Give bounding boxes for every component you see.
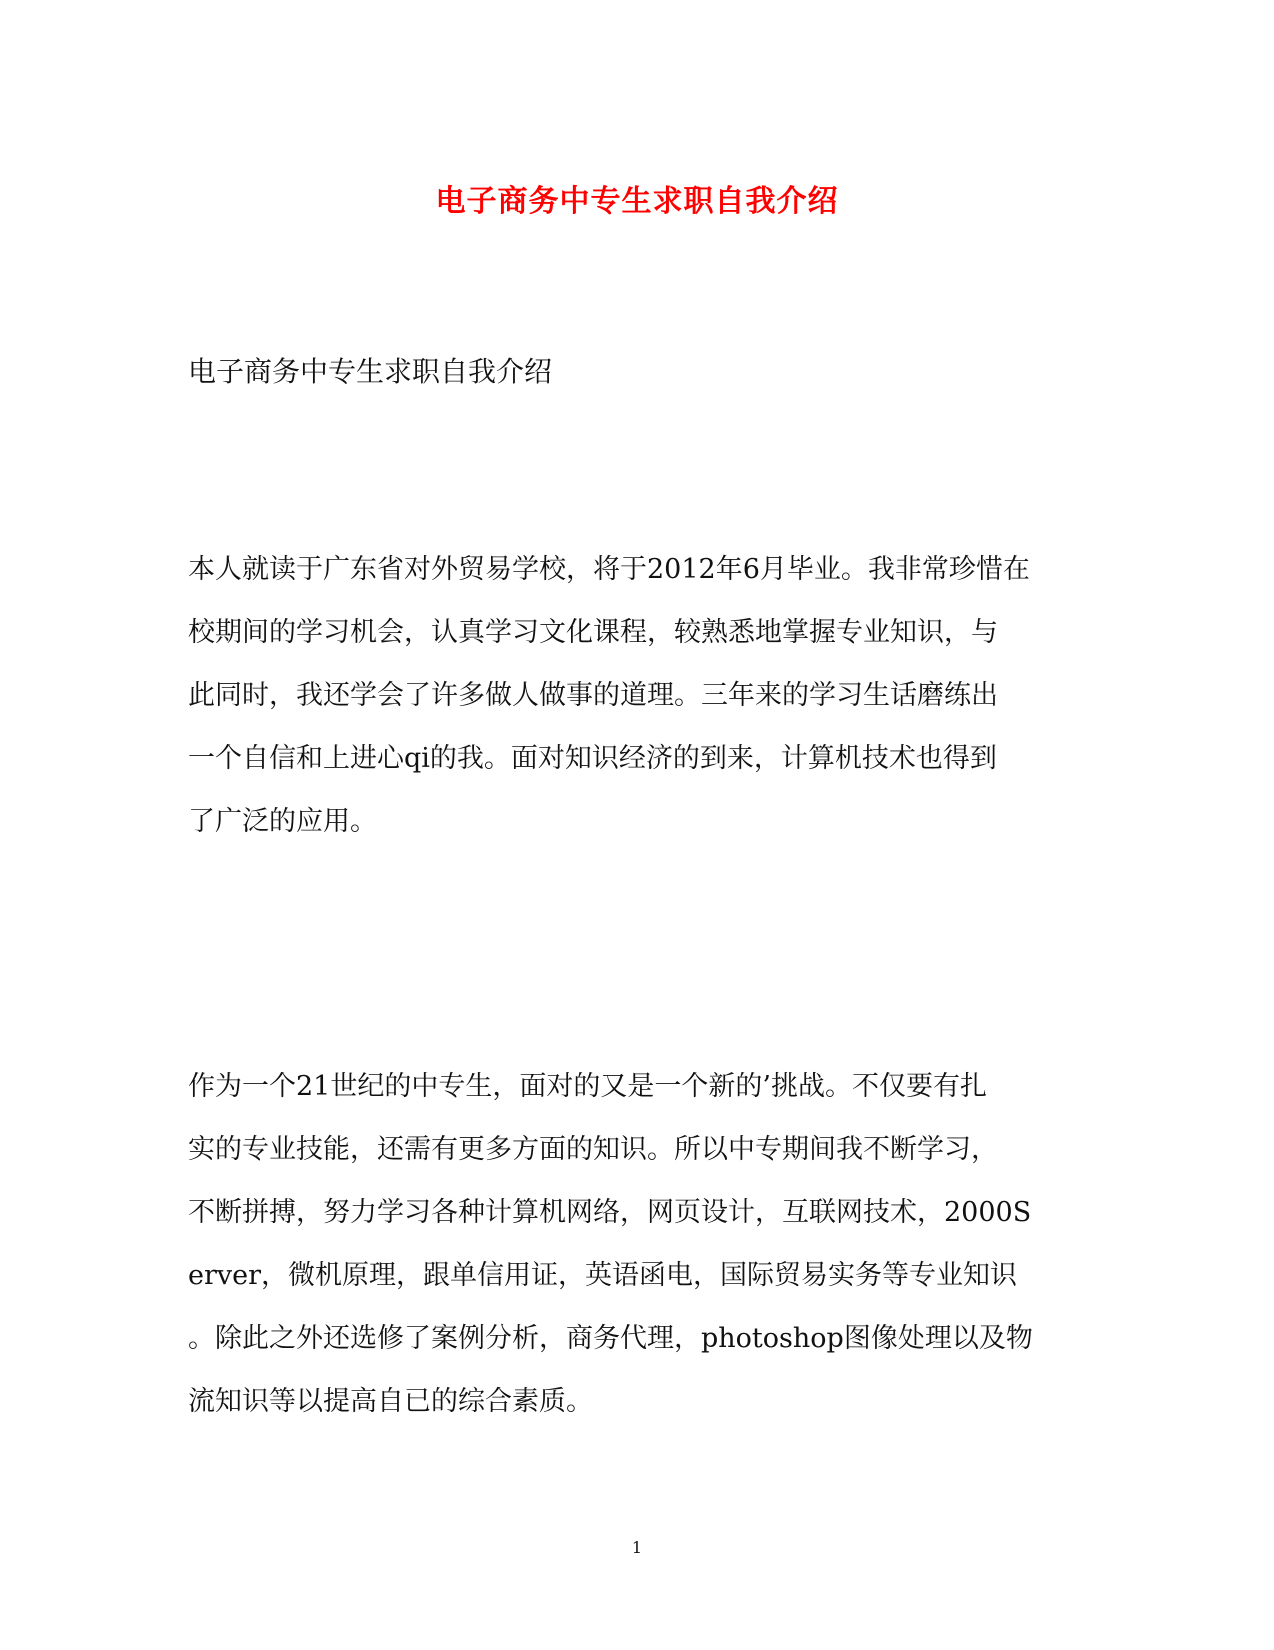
paragraph-line: 一个自信和上进心qi的我。面对知识经济的到来，计算机技术也得到 xyxy=(188,743,997,774)
document-subtitle: 电子商务中专生求职自我介绍 xyxy=(188,355,553,388)
paragraph-line: 了广泛的应用。 xyxy=(188,806,377,837)
page-number: 1 xyxy=(631,1538,643,1557)
paragraph-line: 此同时，我还学会了许多做人做事的道理。三年来的学习生话磨练出 xyxy=(188,680,998,711)
paragraph-line: 本人就读于广东省对外贸易学校，将于2012年6月毕业。我非常珍惜在 xyxy=(188,554,1030,585)
paragraph-line: 作为一个21世纪的中专生，面对的又是一个新的’挑战。不仅要有扎 xyxy=(188,1071,987,1102)
paragraph-line: erver，微机原理，跟单信用证，英语函电，国际贸易实务等专业知识 xyxy=(188,1260,1018,1291)
paragraph-2 xyxy=(188,1055,1088,1433)
paragraph-line: 校期间的学习机会，认真学习文化课程，较熟悉地掌握专业知识，与 xyxy=(188,617,998,648)
paragraph-line: 不断拼搏，努力学习各种计算机网络，网页设计，互联网技术，2000S xyxy=(188,1197,1032,1228)
paragraph-line: 流知识等以提高自已的综合素质。 xyxy=(188,1386,593,1417)
paragraph-line: 实的专业技能，还需有更多方面的知识。所以中专期间我不断学习， xyxy=(188,1134,998,1165)
paragraph-1 xyxy=(188,538,1088,853)
paragraph-line: 。除此之外还选修了案例分析，商务代理，photoshop图像处理以及物 xyxy=(188,1323,1033,1354)
document-title: 电子商务中专生求职自我介绍 xyxy=(435,184,839,219)
